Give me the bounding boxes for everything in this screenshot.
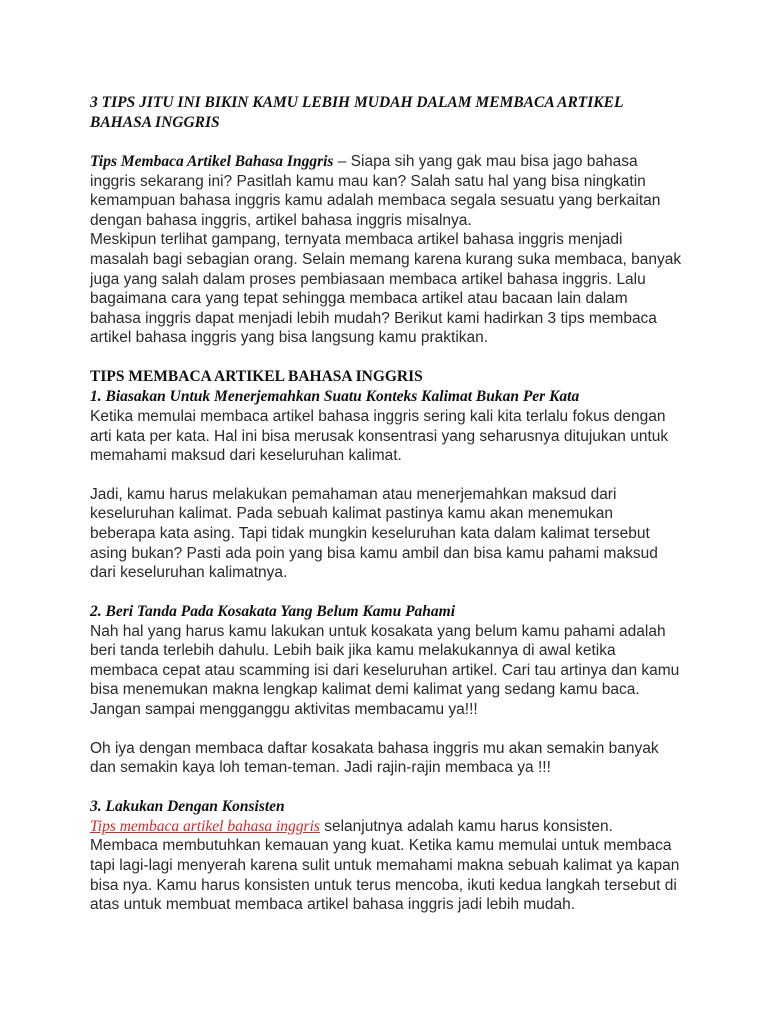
spacer [90, 778, 682, 797]
tip3-heading-text: 3. Lakukan Dengan Konsisten [90, 797, 285, 815]
spacer [90, 133, 682, 152]
tip2-heading: 2. Beri Tanda Pada Kosakata Yang Belum Kamu Pahami [90, 602, 456, 620]
tip3-text-rest: Membaca membutuhkan kemauan yang kuat. Ketika kamu memulai untuk membaca tapi lagi-lagi menyerah karena sulit untuk memahami makna sebuah kalimat ya kapan bisa nya. Kamu harus konsisten untuk terus mencoba, ikuti kedua langkah tersebut di atas untuk membuat membaca artikel bahasa inggris jadi lebih mudah. [90, 837, 680, 914]
intro-text: – Siapa sih yang gak mau bisa jago bahasa inggris sekarang ini? Pasitlah kamu mau kan? Salah satu hal yang bisa ningkatin kemampuan bahasa inggris kamu adalah membaca segala sesuatu yang berkaitan dengan bahasa inggris, artikel bahasa inggris misalnya. [90, 153, 661, 229]
article [90, 93, 682, 915]
tip3-text-after-link: selanjutnya adalah kamu harus konsisten. [319, 817, 613, 835]
tip3-heading [90, 797, 682, 817]
intro-paragraph-2: Meskipun terlihat gampang, ternyata membaca artikel bahasa inggris menjadi masalah bagi sebagian orang. Selain memang karena kurang suka membaca, banyak juga yang salah dalam proses pembiasaan membaca artikel bahasa inggris. Lalu bagaimana cara yang tepat sehingga membaca artikel atau bacaan lain dalam bahasa inggris dapat menjadi lebih mudah? Berikut kami hadirkan 3 tips membaca artikel bahasa inggris yang bisa langsung kamu praktikan. [90, 231, 682, 347]
spacer [90, 720, 682, 739]
spacer [90, 348, 682, 367]
tips-article-link[interactable]: Tips membaca artikel bahasa inggris [90, 817, 320, 835]
section-heading: TIPS MEMBACA ARTIKEL BAHASA INGGRIS [90, 367, 423, 385]
intro-paragraph [90, 152, 682, 230]
tip1-heading: 1. Biasakan Untuk Menerjemahkan Suatu Konteks Kalimat Bukan Per Kata [90, 387, 580, 405]
tip2-paragraph-1: Nah hal yang harus kamu lakukan untuk kosakata yang belum kamu pahami adalah beri tanda terlebih dahulu. Lebih baik jika kamu melakukannya di awal ketika membaca cepat atau scamming isi dari keseluruhan artikel. Cari tau artinya dan kamu bisa menemukan makna lengkap kalimat demi kalimat yang sedang kamu baca. Jangan sampai mengganggu aktivitas membacamu ya!!! [90, 622, 680, 719]
spacer [90, 583, 682, 602]
intro-lead: Tips Membaca Artikel Bahasa Inggris [90, 153, 334, 170]
tip2-paragraph-2: Oh iya dengan membaca daftar kosakata bahasa inggris mu akan semakin banyak dan semakin kaya loh teman-teman. Jadi rajin-rajin membaca ya !!! [90, 739, 659, 777]
tip1-paragraph-2: Jadi, kamu harus melakukan pemahaman atau menerjemahkan maksud dari keseluruhan kalimat. Pada sebuah kalimat pastinya kamu akan menemukan beberapa kata asing. Tapi tidak mungkin keseluruhan kata dalam kalimat tersebut asing bukan? Pasti ada poin yang bisa kamu ambil dan bisa kamu pahami maksud dari keseluruhan kalimatnya. [90, 485, 658, 582]
tip3-paragraph-1 [90, 817, 682, 915]
tip1-paragraph-1: Ketika memulai membaca artikel bahasa inggris sering kali kita terlalu fokus dengan arti kata per kata. Hal ini bisa merusak konsentrasi yang seharusnya ditujukan untuk memahami maksud dari keseluruhan kalimat. [90, 407, 669, 465]
spacer [90, 466, 682, 485]
article-title: 3 TIPS JITU INI BIKIN KAMU LEBIH MUDAH DALAM MEMBACA ARTIKEL BAHASA INGGRIS [90, 94, 623, 131]
